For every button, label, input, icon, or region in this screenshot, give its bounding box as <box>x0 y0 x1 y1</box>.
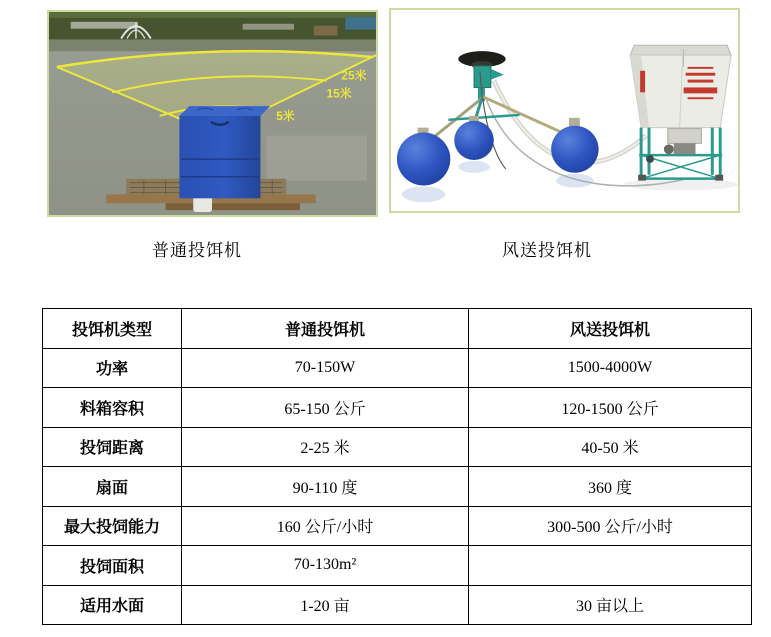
blue-tarp <box>345 17 376 30</box>
table-row <box>43 585 752 625</box>
table-row <box>43 546 752 586</box>
cell-value: 1500-4000W <box>469 348 752 388</box>
cell-value-empty <box>469 546 752 586</box>
row-label: 扇面 <box>43 467 182 507</box>
cell-value: 30 亩以上 <box>469 585 752 625</box>
hut <box>314 26 338 36</box>
table-row <box>43 467 752 507</box>
pneumatic-feeder-illustration <box>391 10 738 211</box>
caption-ordinary-feeder: 普通投饵机 <box>152 241 242 260</box>
table-header-row <box>43 309 752 349</box>
photo-pneumatic-feeder <box>389 8 740 213</box>
pond-scene-illustration <box>49 12 376 215</box>
float-ball <box>454 121 494 160</box>
range-label-25m: 25米 <box>341 68 367 83</box>
float-ball <box>397 133 450 186</box>
table-row <box>43 348 752 388</box>
cell-value: 40-50 米 <box>469 427 752 467</box>
header-cell-pneumatic: 风送投饵机 <box>469 309 752 349</box>
blue-feeder-box <box>179 106 270 198</box>
cell-value: 300-500 公斤/小时 <box>469 506 752 546</box>
row-label: 投饲距离 <box>43 427 182 467</box>
range-label-5m: 5米 <box>276 108 295 123</box>
cell-value: 2-25 米 <box>182 427 469 467</box>
cell-value: 1-20 亩 <box>182 585 469 625</box>
range-label-15m: 15米 <box>326 86 352 101</box>
float-ball <box>551 126 598 173</box>
table-row <box>43 388 752 428</box>
cell-value: 360 度 <box>469 467 752 507</box>
row-label: 适用水面 <box>43 585 182 625</box>
cell-value: 65-150 公斤 <box>182 388 469 428</box>
cell-value: 70-130m² <box>182 546 469 586</box>
row-label: 功率 <box>43 348 182 388</box>
cell-value: 70-150W <box>182 348 469 388</box>
tree-reflections <box>49 39 376 51</box>
far-bank-fence <box>71 22 138 29</box>
cell-value: 160 公斤/小时 <box>182 506 469 546</box>
cell-value: 120-1500 公斤 <box>469 388 752 428</box>
cell-value: 90-110 度 <box>182 467 469 507</box>
header-cell-ordinary: 普通投饵机 <box>182 309 469 349</box>
feeder-comparison-table <box>42 308 752 625</box>
caption-pneumatic-feeder: 风送投饵机 <box>502 241 592 260</box>
photo-ordinary-feeder <box>47 10 378 217</box>
white-bucket <box>193 196 212 212</box>
header-cell-type: 投饵机类型 <box>43 309 182 349</box>
row-label: 最大投饲能力 <box>43 506 182 546</box>
table-row <box>43 506 752 546</box>
hopper-box <box>630 45 731 127</box>
row-label: 投饲面积 <box>43 546 182 586</box>
row-label: 料箱容积 <box>43 388 182 428</box>
table-row <box>43 427 752 467</box>
